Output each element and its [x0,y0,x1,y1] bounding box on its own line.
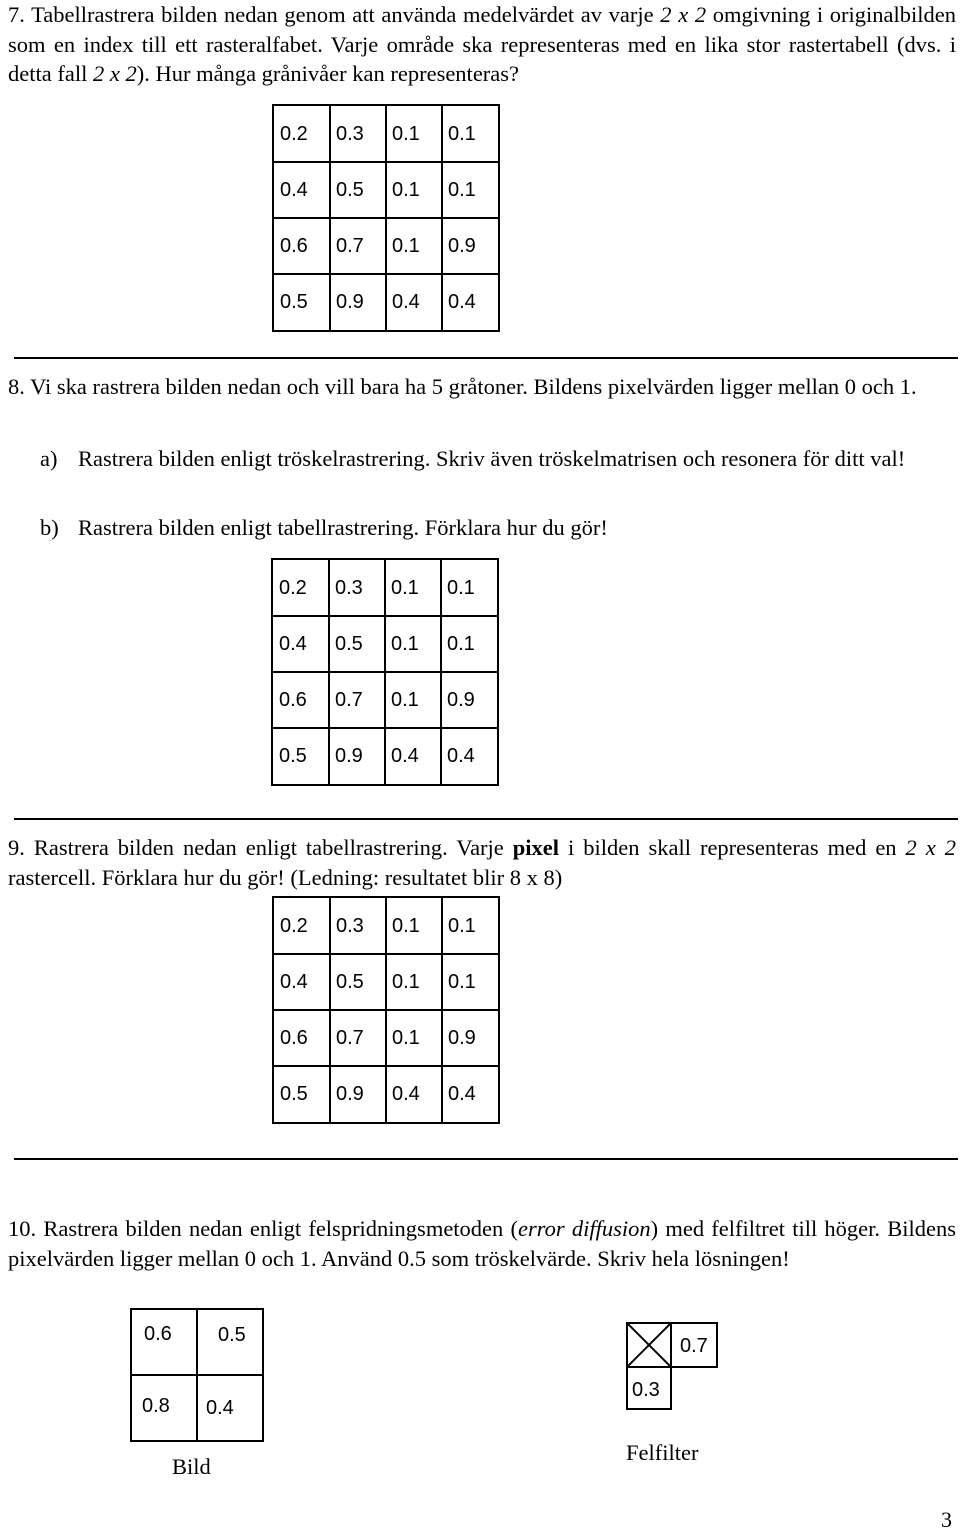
question-8-text: 8. Vi ska rastrera bilden nedan och vill bara ha 5 gråtoner. Bildens pixelvärden ligger mellan 0 och 1. [8,374,917,399]
grid-cell-value: 0.7 [335,689,363,711]
grid-cell-value: 0.1 [392,915,420,937]
q9-text-part: 9. Rastrera bilden nedan enligt tabellrastrering. Varje [8,835,513,860]
image-grid-q8 [271,558,499,786]
grid-cell [441,728,497,784]
bild-value: 0.4 [206,1397,234,1419]
grid-cell [274,1010,330,1066]
grid-cell-value: 0.5 [336,971,364,993]
grid-cell [442,1010,498,1066]
grid-cell [330,1066,386,1122]
grid-cell-value: 0.4 [279,633,307,655]
image-grid-q7 [272,104,500,332]
grid-cell [274,274,330,330]
grid-cell-value: 0.1 [448,179,476,201]
grid-cell-value: 0.9 [448,235,476,257]
grid-cell [329,616,385,672]
grid-cell-value: 0.3 [336,915,364,937]
grid-cell [442,274,498,330]
grid-cell-value: 0.1 [391,577,419,599]
q9-text-part: rastercell. Förklara hur du gör! (Ledning: resultatet blir 8 x 8) [8,864,563,890]
section-divider [14,357,958,359]
grid-cell [274,106,330,162]
grid-cell-value: 0.4 [448,291,476,313]
grid-cell-value: 0.3 [336,123,364,145]
grid-cell-value: 0.5 [279,745,307,767]
filter-right-cell [670,1322,718,1368]
grid-cell-value: 0.9 [447,689,475,711]
grid-cell [441,672,497,728]
grid-cell-value: 0.5 [336,179,364,201]
grid-cell-value: 0.7 [336,235,364,257]
grid-cell [330,162,386,218]
grid-cell-value: 0.1 [392,179,420,201]
grid-cell [329,728,385,784]
grid-cell-value: 0.4 [392,291,420,313]
grid-cell [274,162,330,218]
grid-cell-value: 0.5 [280,1083,308,1105]
grid-cell-value: 0.2 [280,123,308,145]
grid-cell [329,672,385,728]
grid-cell-value: 0.6 [280,1027,308,1049]
grid-cell-value: 0.4 [448,1083,476,1105]
q7-text-part: ). Hur många grånivåer kan representeras? [136,61,520,86]
q8-part-b-text: Rastrera bilden enligt tabellrastrering. Förklara hur du gör! [78,515,608,540]
page-number: 3 [941,1507,952,1532]
section-divider [14,1158,958,1160]
bild-value: 0.8 [142,1395,170,1417]
grid-cell [386,898,442,954]
q8-part-a [40,444,956,504]
grid-cell-value: 0.3 [335,577,363,599]
grid-cell [385,560,441,616]
grid-cell-value: 0.2 [279,577,307,599]
grid-cell [274,1066,330,1122]
bild-value: 0.6 [144,1323,172,1345]
grid-cell [273,728,329,784]
filter-below-cell [626,1366,672,1410]
grid-cell-value: 0.1 [448,123,476,145]
grid-cell-value: 0.9 [335,745,363,767]
grid-cell [386,218,442,274]
grid-cell [273,672,329,728]
bild-value: 0.5 [218,1324,246,1346]
grid-cell-value: 0.1 [448,971,476,993]
grid-cell-value: 0.1 [392,1027,420,1049]
question-9-text [8,833,956,892]
grid-cell-value: 0.6 [279,689,307,711]
grid-cell [274,218,330,274]
grid-cell-value: 0.9 [336,1083,364,1105]
grid-cell-value: 0.1 [448,915,476,937]
grid-cell-value: 0.1 [447,577,475,599]
grid-cell-value: 0.1 [447,633,475,655]
q8-part-a-label: a) [40,446,58,471]
grid-cell [386,162,442,218]
grid-cell [386,274,442,330]
grid-cell-value: 0.4 [280,971,308,993]
q10-text-part: ) med felfiltret till höger. Bildens pixelvärden ligger mellan 0 och 1. Använd 0.5 som tröskelvärde. Skriv hela lösningen! [8,1216,956,1271]
q7-text-part: 7. Tabellrastrera bilden nedan genom att använda medelvärdet av varje [8,2,661,27]
grid-cell [330,1010,386,1066]
filter-right-value: 0.7 [680,1335,708,1357]
q9-text-part: i bilden skall representeras med en [559,835,906,860]
grid-cell [386,1010,442,1066]
grid-cell-value: 0.1 [392,971,420,993]
grid-cell-value: 0.9 [448,1027,476,1049]
q9-size-term: 2 x 2 [905,835,956,860]
q8-part-b-label: b) [40,515,59,540]
grid-cell [330,954,386,1010]
grid-cell [273,560,329,616]
grid-cell-value: 0.1 [391,689,419,711]
q8-part-b [40,513,956,543]
image-grid-q9 [272,896,500,1124]
q7-size-term: 2 x 2 [92,61,137,86]
grid-cell [441,560,497,616]
grid-cell [385,616,441,672]
bild-grid [130,1308,264,1442]
grid-cell [330,218,386,274]
grid-cell [442,954,498,1010]
q7-size-term: 2 x 2 [660,2,707,27]
filter-below-value: 0.3 [632,1379,660,1401]
grid-cell-value: 0.4 [280,179,308,201]
grid-cell-value: 0.1 [392,123,420,145]
q10-text-part: 10. Rastrera bilden nedan enligt felspridningsmetoden ( [8,1216,518,1241]
q10-italic-term: error diffusion [518,1216,651,1241]
grid-cell [330,274,386,330]
grid-cell [442,162,498,218]
grid-cell [386,1066,442,1122]
grid-cell [386,954,442,1010]
filter-caption: Felfilter [626,1440,699,1465]
bild-grid-line [132,1374,262,1376]
grid-cell [330,106,386,162]
q7-text-part: omgivning i originalbilden som en index till ett rasteralfabet. Varje område ska representeras med en lika stor rastertabell (dvs. i detta fall [8,2,956,86]
question-10-text [8,1214,956,1273]
grid-cell [330,898,386,954]
filter-current-pixel [626,1322,672,1368]
grid-cell-value: 0.6 [280,235,308,257]
grid-cell-value: 0.2 [280,915,308,937]
grid-cell [274,898,330,954]
grid-cell [442,218,498,274]
question-7-text [8,0,956,89]
q8-part-a-text: Rastrera bilden enligt tröskelrastrering. Skriv även tröskelmatrisen och resonera för ditt val! [78,446,906,471]
grid-cell-value: 0.9 [336,291,364,313]
grid-cell-value: 0.4 [392,1083,420,1105]
grid-cell-value: 0.4 [447,745,475,767]
grid-cell [274,954,330,1010]
grid-cell [273,616,329,672]
grid-cell-value: 0.7 [336,1027,364,1049]
error-filter [626,1322,718,1410]
grid-cell-value: 0.1 [392,235,420,257]
bild-caption: Bild [172,1454,211,1479]
grid-cell [385,728,441,784]
grid-cell [385,672,441,728]
grid-cell [329,560,385,616]
grid-cell-value: 0.1 [391,633,419,655]
section-divider [14,818,958,820]
q9-bold-term: pixel [512,835,560,860]
grid-cell [442,898,498,954]
grid-cell [442,106,498,162]
grid-cell [442,1066,498,1122]
grid-cell [386,106,442,162]
grid-cell-value: 0.4 [391,745,419,767]
grid-cell-value: 0.5 [280,291,308,313]
grid-cell-value: 0.5 [335,633,363,655]
cross-icon [628,1324,670,1366]
grid-cell [441,616,497,672]
